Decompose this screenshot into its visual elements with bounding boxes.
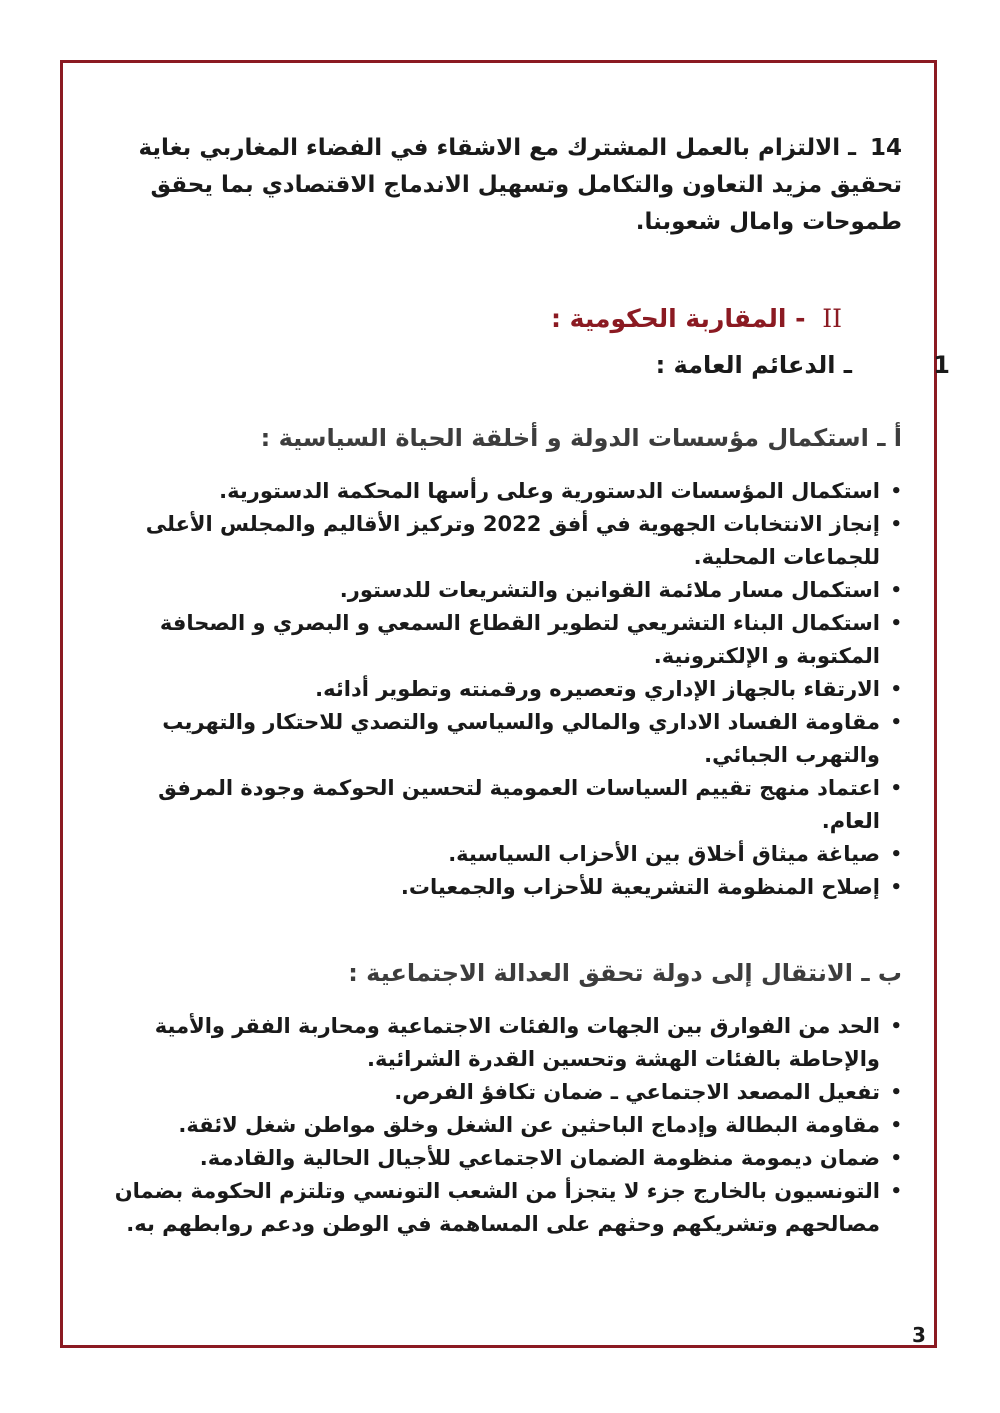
bullet-icon: • — [890, 1115, 902, 1136]
list-item-text: إصلاح المنظومة التشريعية للأحزاب والجمعيات. — [400, 875, 880, 899]
list-item-text: استكمال البناء التشريعي لتطوير القطاع السمعي و البصري و الصحافة المكتوبة و الإلكترونية. — [159, 611, 880, 668]
bullet-icon: • — [890, 712, 902, 733]
list-item — [112, 1010, 902, 1076]
bullet-icon: • — [890, 679, 902, 700]
bullet-icon: • — [890, 877, 902, 898]
subsection-title: ـ الدعائم العامة : — [655, 351, 852, 379]
list-item-text: الارتقاء بالجهاز الإداري وتعصيره ورقمنته وتطوير أدائه. — [315, 677, 880, 701]
list-item — [112, 1109, 902, 1142]
subsection-number: 1 — [933, 351, 950, 379]
subsection-heading — [112, 347, 950, 383]
list-item — [112, 838, 902, 871]
section-roman-numeral: II — [822, 304, 842, 333]
group-a-list — [112, 475, 902, 904]
intro-paragraph — [112, 130, 902, 241]
bullet-icon: • — [890, 1148, 902, 1169]
list-item-text: ضمان ديمومة منظومة الضمان الاجتماعي للأجيال الحالية والقادمة. — [199, 1146, 880, 1170]
page-content — [112, 130, 950, 1241]
bullet-icon: • — [890, 778, 902, 799]
group-b-title: ب ـ الانتقال إلى دولة تحقق العدالة الاجتماعية : — [348, 959, 902, 987]
list-item-text: الحد من الفوارق بين الجهات والفئات الاجتماعية ومحاربة الفقر والأمية والإحاطة بالفئات الهشة وتحسين القدرة الشرائية. — [154, 1014, 880, 1071]
bullet-icon: • — [890, 481, 902, 502]
list-item — [112, 1175, 902, 1241]
list-item — [112, 475, 902, 508]
list-item — [112, 1142, 902, 1175]
bullet-icon: • — [890, 1082, 902, 1103]
bullet-icon: • — [890, 1016, 902, 1037]
list-item-text: مقاومة الفساد الاداري والمالي والسياسي والتصدي للاحتكار والتهريب والتهرب الجبائي. — [162, 710, 880, 767]
list-item-text: اعتماد منهج تقييم السياسات العمومية لتحسين الحوكمة وجودة المرفق العام. — [158, 776, 880, 833]
bullet-icon: • — [890, 844, 902, 865]
intro-text: ـ الالتزام بالعمل المشترك مع الاشقاء في الفضاء المغاربي بغاية تحقيق مزيد التعاون والتكامل وتسهيل الاندماج الاقتصادي بما يحقق طموحات وامال شعوبنا. — [138, 135, 902, 235]
list-item — [112, 706, 902, 772]
section-heading — [112, 301, 842, 337]
list-item-text: استكمال مسار ملائمة القوانين والتشريعات للدستور. — [339, 578, 880, 602]
group-b-list — [112, 1010, 902, 1241]
bullet-icon: • — [890, 580, 902, 601]
list-item — [112, 673, 902, 706]
bullet-icon: • — [890, 514, 902, 535]
list-item-text: تفعيل المصعد الاجتماعي ـ ضمان تكافؤ الفرص. — [394, 1080, 880, 1104]
list-item — [112, 871, 902, 904]
list-item — [112, 574, 902, 607]
page-number: 3 — [912, 1323, 926, 1347]
list-item-text: التونسيون بالخارج جزء لا يتجزأ من الشعب التونسي وتلتزم الحكومة بضمان مصالحهم وتشريكهم وحثهم على المساهمة في الوطن ودعم روابطهم به. — [114, 1179, 880, 1236]
bullet-icon: • — [890, 1181, 902, 1202]
list-item — [112, 508, 902, 574]
list-item-text: مقاومة البطالة وإدماج الباحثين عن الشغل وخلق مواطن شغل لائقة. — [178, 1113, 880, 1137]
list-item — [112, 1076, 902, 1109]
intro-number: 14 — [869, 135, 902, 161]
group-a-title: أ ـ استكمال مؤسسات الدولة و أخلقة الحياة السياسية : — [260, 424, 902, 452]
list-item — [112, 607, 902, 673]
list-item-text: صياغة ميثاق أخلاق بين الأحزاب السياسية. — [448, 842, 880, 866]
list-item-text: إنجاز الانتخابات الجهوية في أفق 2022 وتركيز الأقاليم والمجلس الأعلى للجماعات المحلية. — [145, 512, 880, 569]
list-item — [112, 772, 902, 838]
list-item-text: استكمال المؤسسات الدستورية وعلى رأسها المحكمة الدستورية. — [219, 479, 880, 503]
bullet-icon: • — [890, 613, 902, 634]
section-title: - المقاربة الحكومية : — [550, 304, 806, 333]
